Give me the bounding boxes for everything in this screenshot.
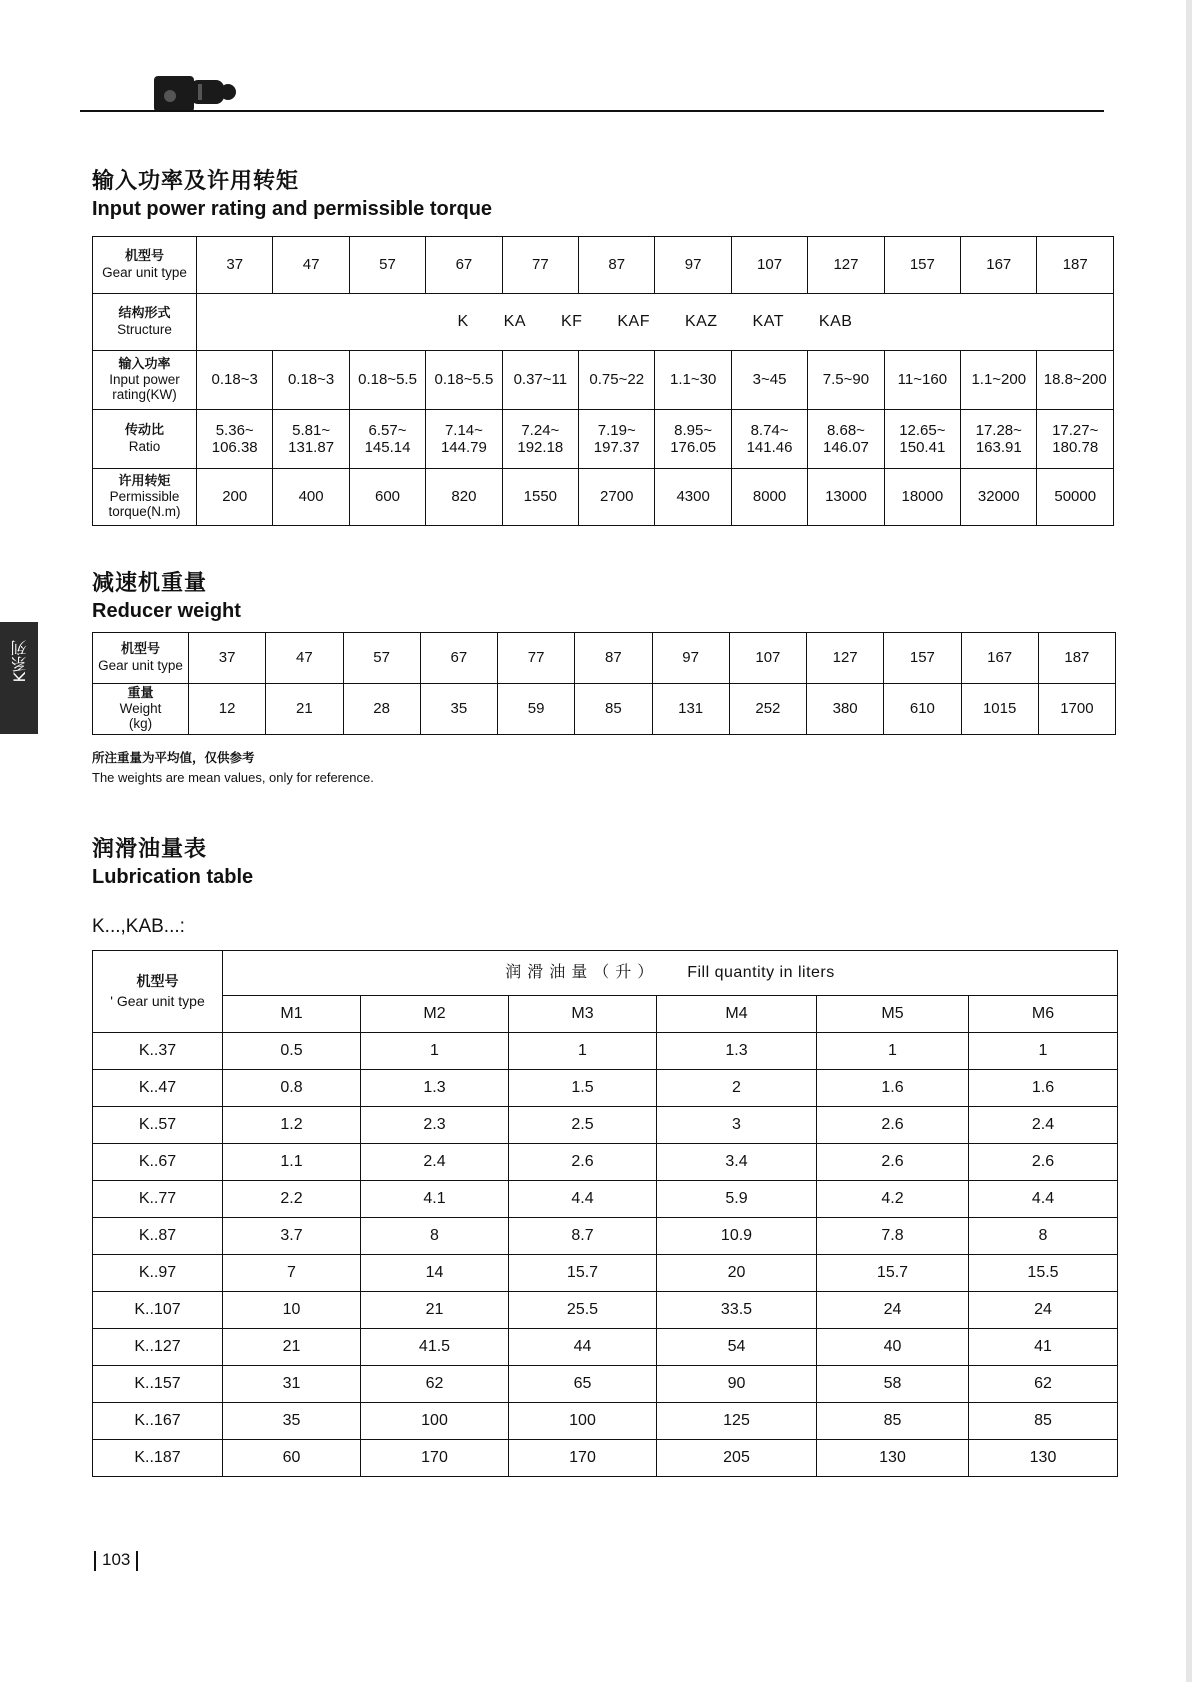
fill-cell: 5.9	[657, 1181, 817, 1218]
type-cell: 157	[884, 633, 961, 684]
structure-row	[93, 294, 1114, 351]
type-cell: 107	[729, 633, 806, 684]
fill-quantity-header: 润滑油量（升） Fill quantity in liters	[223, 951, 1118, 996]
position-header: M5	[817, 996, 969, 1033]
section3-title-en: Lubrication table	[92, 866, 254, 888]
power-cell: 3~45	[731, 351, 807, 410]
fill-cell: 2.6	[817, 1107, 969, 1144]
type-header: 机型号 ' Gear unit type	[93, 951, 223, 1033]
gear-type-cell: K..167	[93, 1403, 223, 1440]
position-header: M3	[509, 996, 657, 1033]
fill-cell: 1.3	[657, 1033, 817, 1070]
type-cell: 157	[884, 237, 960, 294]
power-cell: 0.18~3	[273, 351, 349, 410]
fill-cell: 3.7	[223, 1218, 361, 1255]
position-header: M1	[223, 996, 361, 1033]
weight-header: 重量 Weight (kg)	[93, 684, 189, 735]
fill-cell: 2.6	[509, 1144, 657, 1181]
fill-cell: 170	[361, 1440, 509, 1477]
weight-row	[93, 684, 1116, 735]
power-cell: 18.8~200	[1037, 351, 1114, 410]
torque-header: 许用转矩 Permissible torque(N.m)	[93, 469, 197, 526]
weight-cell: 85	[575, 684, 652, 735]
side-tab-label: K系列	[10, 640, 29, 683]
ratio-cell: 12.65~ 150.41	[884, 410, 960, 469]
fill-cell: 8	[361, 1218, 509, 1255]
weight-cell: 1015	[961, 684, 1038, 735]
fill-cell: 33.5	[657, 1292, 817, 1329]
fill-cell: 8.7	[509, 1218, 657, 1255]
fill-cell: 1	[969, 1033, 1118, 1070]
fill-cell: 1.6	[969, 1070, 1118, 1107]
fill-cell: 21	[223, 1329, 361, 1366]
type-cell: 97	[655, 237, 731, 294]
type-cell: 187	[1037, 237, 1114, 294]
type-cell: 127	[807, 633, 884, 684]
lubrication-table	[92, 950, 1118, 1477]
weight-note-en: The weights are mean values, only for reference.	[92, 770, 374, 785]
section1-title-en: Input power rating and permissible torque	[92, 198, 493, 220]
fill-cell: 2.4	[969, 1107, 1118, 1144]
type-cell: 127	[808, 237, 884, 294]
table-row	[93, 1366, 1118, 1403]
torque-cell: 1550	[502, 469, 578, 526]
type-cell: 37	[197, 237, 273, 294]
type-cell: 167	[961, 633, 1038, 684]
ratio-cell: 5.81~ 131.87	[273, 410, 349, 469]
fill-cell: 3	[657, 1107, 817, 1144]
fill-cell: 41	[969, 1329, 1118, 1366]
gear-type-cell: K..107	[93, 1292, 223, 1329]
weight-cell: 380	[807, 684, 884, 735]
type-cell: 47	[266, 633, 343, 684]
fill-cell: 2.3	[361, 1107, 509, 1144]
fill-cell: 15.5	[969, 1255, 1118, 1292]
weight-cell: 1700	[1038, 684, 1115, 735]
section2-title-cn: 减速机重量	[92, 571, 208, 596]
fill-cell: 7.8	[817, 1218, 969, 1255]
fill-cell: 41.5	[361, 1329, 509, 1366]
torque-cell: 200	[197, 469, 273, 526]
lubrication-sub-label: K...,KAB...:	[92, 916, 185, 937]
weight-cell: 59	[498, 684, 575, 735]
weight-cell: 35	[420, 684, 497, 735]
fill-cell: 125	[657, 1403, 817, 1440]
fill-cell: 130	[817, 1440, 969, 1477]
page-number: 103	[88, 1550, 144, 1571]
fill-cell: 90	[657, 1366, 817, 1403]
torque-cell: 2700	[579, 469, 655, 526]
fill-cell: 65	[509, 1366, 657, 1403]
fill-cell: 1.5	[509, 1070, 657, 1107]
fill-cell: 21	[361, 1292, 509, 1329]
type-cell: 47	[273, 237, 349, 294]
fill-cell: 35	[223, 1403, 361, 1440]
gear-type-cell: K..47	[93, 1070, 223, 1107]
structure-value: KAB	[818, 312, 853, 330]
type-header: 机型号 Gear unit type	[93, 237, 197, 294]
gear-type-cell: K..67	[93, 1144, 223, 1181]
torque-cell: 600	[349, 469, 425, 526]
fill-cell: 58	[817, 1366, 969, 1403]
power-cell: 1.1~200	[961, 351, 1037, 410]
side-tab	[0, 622, 38, 734]
power-cell: 0.18~3	[197, 351, 273, 410]
section1-title-cn: 输入功率及许用转矩	[92, 169, 300, 194]
fill-cell: 62	[969, 1366, 1118, 1403]
weight-cell: 610	[884, 684, 961, 735]
fill-cell: 54	[657, 1329, 817, 1366]
fill-cell: 85	[817, 1403, 969, 1440]
fill-cell: 24	[969, 1292, 1118, 1329]
type-cell: 107	[731, 237, 807, 294]
page-edge	[1186, 0, 1192, 1682]
fill-cell: 2.6	[969, 1144, 1118, 1181]
fill-cell: 130	[969, 1440, 1118, 1477]
fill-cell: 2	[657, 1070, 817, 1107]
fill-header-row	[93, 951, 1118, 996]
weight-note-cn: 所注重量为平均值，仅供参考	[92, 750, 255, 765]
fill-cell: 14	[361, 1255, 509, 1292]
torque-cell: 820	[426, 469, 502, 526]
ratio-cell: 5.36~ 106.38	[197, 410, 273, 469]
torque-cell: 4300	[655, 469, 731, 526]
input-power-table	[92, 236, 1114, 526]
table-row	[93, 1144, 1118, 1181]
ratio-cell: 7.14~ 144.79	[426, 410, 502, 469]
section2-title-en: Reducer weight	[92, 600, 241, 622]
fill-cell: 31	[223, 1366, 361, 1403]
power-cell: 7.5~90	[808, 351, 884, 410]
structure-value: KF	[560, 312, 583, 330]
weight-cell: 12	[189, 684, 266, 735]
gear-type-cell: K..87	[93, 1218, 223, 1255]
type-cell: 187	[1038, 633, 1115, 684]
fill-cell: 15.7	[817, 1255, 969, 1292]
fill-cell: 24	[817, 1292, 969, 1329]
table-row	[93, 1033, 1118, 1070]
torque-row	[93, 469, 1114, 526]
fill-cell: 0.5	[223, 1033, 361, 1070]
power-cell: 0.75~22	[579, 351, 655, 410]
weight-cell: 28	[343, 684, 420, 735]
type-cell: 167	[961, 237, 1037, 294]
fill-cell: 8	[969, 1218, 1118, 1255]
torque-cell: 400	[273, 469, 349, 526]
type-cell: 57	[349, 237, 425, 294]
structure-value: KAZ	[684, 312, 718, 330]
fill-cell: 1.3	[361, 1070, 509, 1107]
fill-cell: 85	[969, 1403, 1118, 1440]
weight-cell: 21	[266, 684, 343, 735]
fill-cell: 20	[657, 1255, 817, 1292]
fill-cell: 0.8	[223, 1070, 361, 1107]
structure-value: K	[457, 312, 469, 330]
fill-cell: 1.6	[817, 1070, 969, 1107]
table-row	[93, 1440, 1118, 1477]
position-header: M6	[969, 996, 1118, 1033]
fill-cell: 1	[361, 1033, 509, 1070]
position-header: M2	[361, 996, 509, 1033]
type-cell: 77	[502, 237, 578, 294]
fill-cell: 10.9	[657, 1218, 817, 1255]
table-row	[93, 1403, 1118, 1440]
ratio-cell: 17.28~ 163.91	[961, 410, 1037, 469]
gear-type-cell: K..37	[93, 1033, 223, 1070]
gear-type-cell: K..57	[93, 1107, 223, 1144]
fill-cell: 3.4	[657, 1144, 817, 1181]
structure-value: KAF	[617, 312, 650, 330]
weight-cell: 131	[652, 684, 729, 735]
weight-cell: 252	[729, 684, 806, 735]
fill-cell: 60	[223, 1440, 361, 1477]
table-row	[93, 1292, 1118, 1329]
gear-type-cell: K..187	[93, 1440, 223, 1477]
section3-title-cn: 润滑油量表	[92, 837, 208, 862]
header-rule	[80, 110, 1104, 112]
type-cell: 57	[343, 633, 420, 684]
ratio-cell: 8.74~ 141.46	[731, 410, 807, 469]
torque-cell: 13000	[808, 469, 884, 526]
position-header: M4	[657, 996, 817, 1033]
ratio-cell: 8.68~ 146.07	[808, 410, 884, 469]
power-cell: 1.1~30	[655, 351, 731, 410]
ratio-cell: 7.19~ 197.37	[579, 410, 655, 469]
type-cell: 67	[426, 237, 502, 294]
ratio-cell: 17.27~ 180.78	[1037, 410, 1114, 469]
fill-cell: 100	[509, 1403, 657, 1440]
ratio-row	[93, 410, 1114, 469]
gear-type-cell: K..77	[93, 1181, 223, 1218]
structure-value: KA	[503, 312, 527, 330]
fill-cell: 4.2	[817, 1181, 969, 1218]
structure-header: 结构形式 Structure	[93, 294, 197, 351]
power-cell: 0.18~5.5	[426, 351, 502, 410]
fill-cell: 1.2	[223, 1107, 361, 1144]
fill-cell: 15.7	[509, 1255, 657, 1292]
fill-cell: 1	[817, 1033, 969, 1070]
table-row	[93, 1255, 1118, 1292]
torque-cell: 50000	[1037, 469, 1114, 526]
fill-cell: 170	[509, 1440, 657, 1477]
structure-values	[197, 294, 1114, 351]
fill-cell: 2.5	[509, 1107, 657, 1144]
type-cell: 97	[652, 633, 729, 684]
table-row	[93, 1329, 1118, 1366]
fill-cell: 1	[509, 1033, 657, 1070]
mounting-position-row	[93, 996, 1118, 1033]
ratio-cell: 8.95~ 176.05	[655, 410, 731, 469]
fill-cell: 4.1	[361, 1181, 509, 1218]
ratio-header: 传动比 Ratio	[93, 410, 197, 469]
power-header: 输入功率 Input power rating(KW)	[93, 351, 197, 410]
fill-cell: 7	[223, 1255, 361, 1292]
fill-cell: 4.4	[509, 1181, 657, 1218]
fill-cell: 2.2	[223, 1181, 361, 1218]
fill-cell: 44	[509, 1329, 657, 1366]
fill-cell: 100	[361, 1403, 509, 1440]
table-row	[93, 1218, 1118, 1255]
reducer-weight-table	[92, 632, 1116, 735]
torque-cell: 8000	[731, 469, 807, 526]
power-row	[93, 351, 1114, 410]
power-cell: 0.37~11	[502, 351, 578, 410]
fill-cell: 25.5	[509, 1292, 657, 1329]
fill-cell: 4.4	[969, 1181, 1118, 1218]
fill-cell: 62	[361, 1366, 509, 1403]
fill-cell: 2.4	[361, 1144, 509, 1181]
structure-value: KAT	[752, 312, 784, 330]
ratio-cell: 7.24~ 192.18	[502, 410, 578, 469]
fill-cell: 40	[817, 1329, 969, 1366]
table-row	[93, 1070, 1118, 1107]
torque-cell: 32000	[961, 469, 1037, 526]
type-cell: 87	[579, 237, 655, 294]
table-row	[93, 1181, 1118, 1218]
power-cell: 0.18~5.5	[349, 351, 425, 410]
type-cell: 67	[420, 633, 497, 684]
torque-cell: 18000	[884, 469, 960, 526]
type-header: 机型号 Gear unit type	[93, 633, 189, 684]
type-cell: 77	[498, 633, 575, 684]
type-cell: 37	[189, 633, 266, 684]
gear-type-cell: K..127	[93, 1329, 223, 1366]
type-cell: 87	[575, 633, 652, 684]
fill-cell: 205	[657, 1440, 817, 1477]
fill-cell: 2.6	[817, 1144, 969, 1181]
ratio-cell: 6.57~ 145.14	[349, 410, 425, 469]
gear-type-cell: K..97	[93, 1255, 223, 1292]
gear-type-cell: K..157	[93, 1366, 223, 1403]
type-row	[93, 237, 1114, 294]
table-row	[93, 1107, 1118, 1144]
power-cell: 11~160	[884, 351, 960, 410]
fill-cell: 10	[223, 1292, 361, 1329]
type-row	[93, 633, 1116, 684]
fill-cell: 1.1	[223, 1144, 361, 1181]
